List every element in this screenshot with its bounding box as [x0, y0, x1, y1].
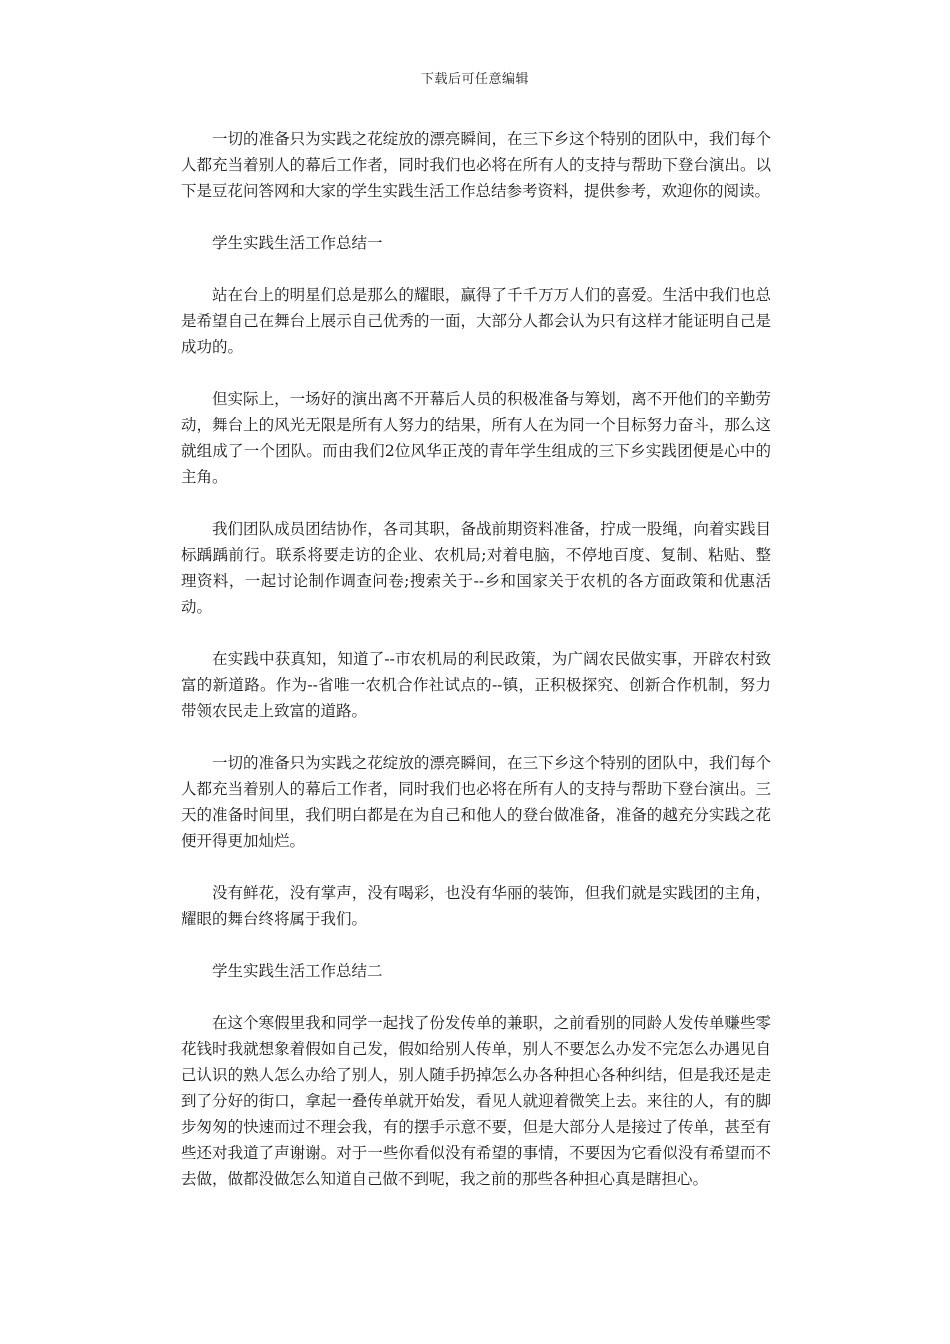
paragraph: 我们团队成员团结协作，各司其职，备战前期资料准备，拧成一股绳，向着实践目标踽踽前行。联系将要走访的企业、农机局;对着电脑，不停地百度、复制、粘贴、整理资料，一起讨论制作调查问卷;搜索关于--乡和国家关于农机的各方面政策和优惠活动。 — [181, 520, 771, 616]
paragraph: 在实践中获真知，知道了--市农机局的利民政策，为广阔农民做实事，开辟农村致富的新道路。作为--省唯一农机合作社试点的--镇，正积极探究、创新合作机制，努力带领农民走上致富的道路。 — [181, 650, 771, 720]
section-heading-2: 学生实践生活工作总结二 — [212, 962, 383, 980]
paragraph: 一切的准备只为实践之花绽放的漂亮瞬间，在三下乡这个特别的团队中，我们每个人都充当着别人的幕后工作者，同时我们也必将在所有人的支持与帮助下登台演出。三天的准备时间里，我们明白都是在为自己和他人的登台做准备，准备的越充分实践之花便开得更加灿烂。 — [181, 754, 771, 850]
paragraph: 在这个寒假里我和同学一起找了份发传单的兼职，之前看别的同龄人发传单赚些零花钱时我就想象着假如自己发，假如给别人传单，别人不要怎么办发不完怎么办遇见自己认识的熟人怎么办给了别人，别人随手扔掉怎么办各种担心各种纠结，但是我还是走到了分好的街口，拿起一叠传单就开始发，看见人就迎着微笑上去。来往的人，有的脚步匆匆的快速而过不理会我，有的摆手示意不要，但是大部分人是接过了传单，甚至有些还对我道了声谢谢。对于一些你看似没有希望的事情，不要因为它看似没有希望而不去做，做都没做怎么知道自己做不到呢，我之前的那些各种担心真是瞎担心。 — [181, 1014, 771, 1188]
section-heading-1: 学生实践生活工作总结一 — [212, 234, 383, 252]
paragraph: 没有鲜花，没有掌声，没有喝彩，也没有华丽的装饰，但我们就是实践团的主角，耀眼的舞台终将属于我们。 — [181, 884, 771, 928]
paragraph: 但实际上，一场好的演出离不开幕后人员的积极准备与筹划，离不开他们的辛勤劳动，舞台上的风光无限是所有人努力的结果，所有人在为同一个目标努力奋斗，那么这就组成了一个团队。而由我们2位风华正茂的青年学生组成的三下乡实践团便是心中的主角。 — [181, 390, 771, 486]
intro-paragraph: 一切的准备只为实践之花绽放的漂亮瞬间，在三下乡这个特别的团队中，我们每个人都充当着别人的幕后工作者，同时我们也必将在所有人的支持与帮助下登台演出。以下是豆花问答网和大家的学生实践生活工作总结参考资料，提供参考，欢迎你的阅读。 — [181, 130, 771, 200]
document-body — [181, 126, 771, 1218]
page-header-note: 下载后可任意编辑 — [420, 72, 529, 87]
paragraph: 站在台上的明星们总是那么的耀眼，赢得了千千万万人们的喜爱。生活中我们也总是希望自己在舞台上展示自己优秀的一面，大部分人都会认为只有这样才能证明自己是成功的。 — [181, 286, 771, 356]
